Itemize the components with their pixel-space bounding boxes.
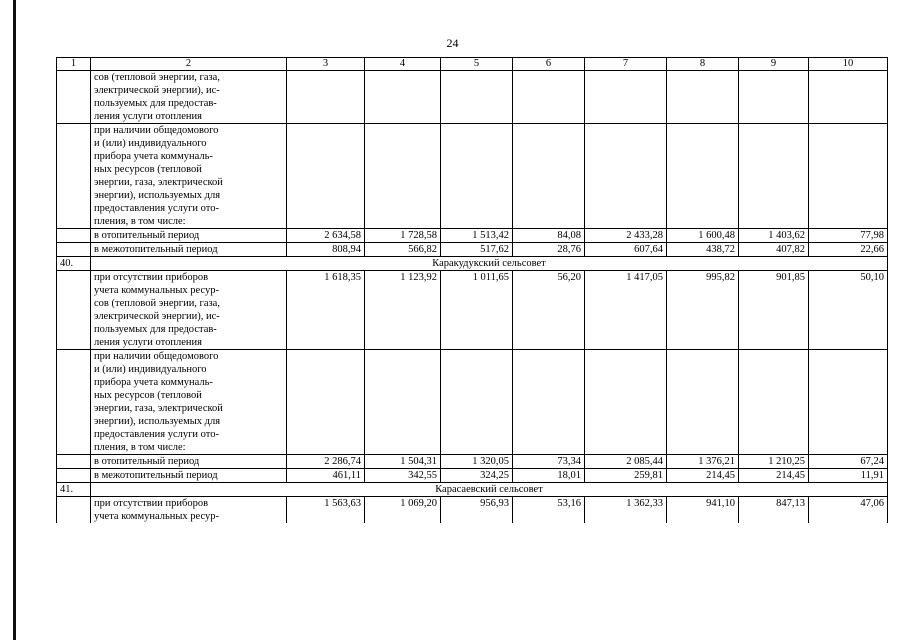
value-cell (809, 350, 888, 455)
value-cell (667, 71, 739, 124)
value-cell: 73,34 (513, 455, 585, 469)
table-row (57, 469, 888, 483)
value-cell: 2 286,74 (287, 455, 365, 469)
row-number (57, 71, 91, 124)
value-cell: 1 728,58 (365, 229, 441, 243)
value-cell (287, 350, 365, 455)
page-number: 24 (446, 36, 459, 50)
value-cell (513, 71, 585, 124)
value-cell: 84,08 (513, 229, 585, 243)
row-number (57, 350, 91, 455)
section-title: Каракудукский сельсовет (91, 257, 888, 271)
description-line: пользуемых для предостав- (94, 98, 217, 109)
row-number (57, 229, 91, 243)
column-header: 6 (513, 58, 585, 71)
value-cell: 324,25 (441, 469, 513, 483)
row-number (57, 497, 91, 524)
value-cell: 214,45 (739, 469, 809, 483)
value-cell: 2 433,28 (585, 229, 667, 243)
value-cell: 847,13 (739, 497, 809, 524)
value-cell (287, 71, 365, 124)
value-cell (441, 71, 513, 124)
value-cell: 1 210,25 (739, 455, 809, 469)
value-cell (585, 350, 667, 455)
description-line: энергии), используемых для (94, 190, 221, 201)
value-cell: 566,82 (365, 243, 441, 257)
row-description (91, 124, 287, 229)
table-row (57, 71, 888, 124)
value-cell: 1 376,21 (667, 455, 739, 469)
table-row (57, 455, 888, 469)
row-number (57, 271, 91, 350)
value-cell: 1 403,62 (739, 229, 809, 243)
row-description: в межотопительный период (91, 243, 287, 257)
table-row (57, 229, 888, 243)
value-cell (513, 350, 585, 455)
table-row (57, 350, 888, 455)
value-cell: 1 563,63 (287, 497, 365, 524)
row-description: в отопительный период (91, 229, 287, 243)
row-number: 41. (57, 483, 91, 497)
column-header: 9 (739, 58, 809, 71)
description-line: учета коммунальных ресур- (94, 511, 219, 522)
value-cell: 517,62 (441, 243, 513, 257)
description-line: пления, в том числе: (94, 442, 186, 453)
row-description (91, 271, 287, 350)
value-cell: 28,76 (513, 243, 585, 257)
value-cell (365, 71, 441, 124)
row-number (57, 243, 91, 257)
description-line: энергии), используемых для (94, 416, 221, 427)
description-line: предоставления услуги ото- (94, 429, 219, 440)
description-line: при наличии общедомового (94, 125, 219, 136)
description-line: и (или) индивидуального (94, 364, 207, 375)
tariff-table (56, 57, 888, 523)
value-cell (585, 124, 667, 229)
section-row (57, 483, 888, 497)
value-cell: 956,93 (441, 497, 513, 524)
value-cell: 995,82 (667, 271, 739, 350)
description-line: энергии, газа, электрической (94, 403, 223, 414)
value-cell: 407,82 (739, 243, 809, 257)
value-cell (667, 124, 739, 229)
description-line: электрической энергии), ис- (94, 311, 220, 322)
value-cell: 53,16 (513, 497, 585, 524)
value-cell: 67,24 (809, 455, 888, 469)
value-cell: 1 600,48 (667, 229, 739, 243)
row-description: в межотопительный период (91, 469, 287, 483)
value-cell: 56,20 (513, 271, 585, 350)
value-cell: 77,98 (809, 229, 888, 243)
value-cell: 1 417,05 (585, 271, 667, 350)
description-line: ления услуги отопления (94, 111, 202, 122)
description-line: при наличии общедомового (94, 351, 219, 362)
value-cell: 259,81 (585, 469, 667, 483)
value-cell (365, 124, 441, 229)
value-cell (287, 124, 365, 229)
value-cell (513, 124, 585, 229)
value-cell: 941,10 (667, 497, 739, 524)
value-cell (739, 124, 809, 229)
value-cell: 50,10 (809, 271, 888, 350)
value-cell: 1 513,42 (441, 229, 513, 243)
column-header: 3 (287, 58, 365, 71)
value-cell: 1 123,92 (365, 271, 441, 350)
description-line: при отсутствии приборов (94, 498, 209, 509)
description-line: энергии, газа, электрической (94, 177, 223, 188)
value-cell: 901,85 (739, 271, 809, 350)
column-header: 4 (365, 58, 441, 71)
description-line: прибора учета коммуналь- (94, 377, 213, 388)
value-cell (739, 71, 809, 124)
value-cell (667, 350, 739, 455)
table-row (57, 497, 888, 524)
description-line: сов (тепловой энергии, газа, (94, 298, 220, 309)
value-cell: 2 085,44 (585, 455, 667, 469)
value-cell (441, 124, 513, 229)
value-cell: 607,64 (585, 243, 667, 257)
value-cell (739, 350, 809, 455)
description-line: электрической энергии), ис- (94, 85, 220, 96)
row-description: в отопительный период (91, 455, 287, 469)
description-line: пления, в том числе: (94, 216, 186, 227)
description-line: предоставления услуги ото- (94, 203, 219, 214)
table-row (57, 271, 888, 350)
value-cell: 461,11 (287, 469, 365, 483)
column-header: 5 (441, 58, 513, 71)
column-header: 7 (585, 58, 667, 71)
value-cell: 438,72 (667, 243, 739, 257)
column-header: 2 (91, 58, 287, 71)
value-cell (585, 71, 667, 124)
value-cell: 1 069,20 (365, 497, 441, 524)
column-header: 1 (57, 58, 91, 71)
value-cell: 342,55 (365, 469, 441, 483)
section-row (57, 257, 888, 271)
description-line: при отсутствии приборов (94, 272, 209, 283)
row-description (91, 71, 287, 124)
value-cell: 18,01 (513, 469, 585, 483)
description-line: ления услуги отопления (94, 337, 202, 348)
value-cell: 1 011,65 (441, 271, 513, 350)
column-header: 10 (809, 58, 888, 71)
value-cell (441, 350, 513, 455)
table-row (57, 124, 888, 229)
value-cell: 214,45 (667, 469, 739, 483)
value-cell (809, 124, 888, 229)
value-cell (809, 71, 888, 124)
value-cell: 1 362,33 (585, 497, 667, 524)
description-line: пользуемых для предостав- (94, 324, 217, 335)
value-cell: 1 320,05 (441, 455, 513, 469)
scan-edge-line (13, 0, 16, 640)
description-line: ных ресурсов (тепловой (94, 390, 202, 401)
table-row (57, 243, 888, 257)
value-cell: 22,66 (809, 243, 888, 257)
row-description (91, 350, 287, 455)
table-header-row (57, 58, 888, 71)
row-number (57, 124, 91, 229)
description-line: прибора учета коммуналь- (94, 151, 213, 162)
column-header: 8 (667, 58, 739, 71)
row-number: 40. (57, 257, 91, 271)
row-number (57, 469, 91, 483)
row-description (91, 497, 287, 524)
value-cell: 11,91 (809, 469, 888, 483)
value-cell (365, 350, 441, 455)
description-line: учета коммунальных ресур- (94, 285, 219, 296)
section-title: Карасаевский сельсовет (91, 483, 888, 497)
description-line: сов (тепловой энергии, газа, (94, 72, 220, 83)
description-line: ных ресурсов (тепловой (94, 164, 202, 175)
value-cell: 1 504,31 (365, 455, 441, 469)
value-cell: 47,06 (809, 497, 888, 524)
value-cell: 2 634,58 (287, 229, 365, 243)
value-cell: 808,94 (287, 243, 365, 257)
value-cell: 1 618,35 (287, 271, 365, 350)
description-line: и (или) индивидуального (94, 138, 207, 149)
row-number (57, 455, 91, 469)
